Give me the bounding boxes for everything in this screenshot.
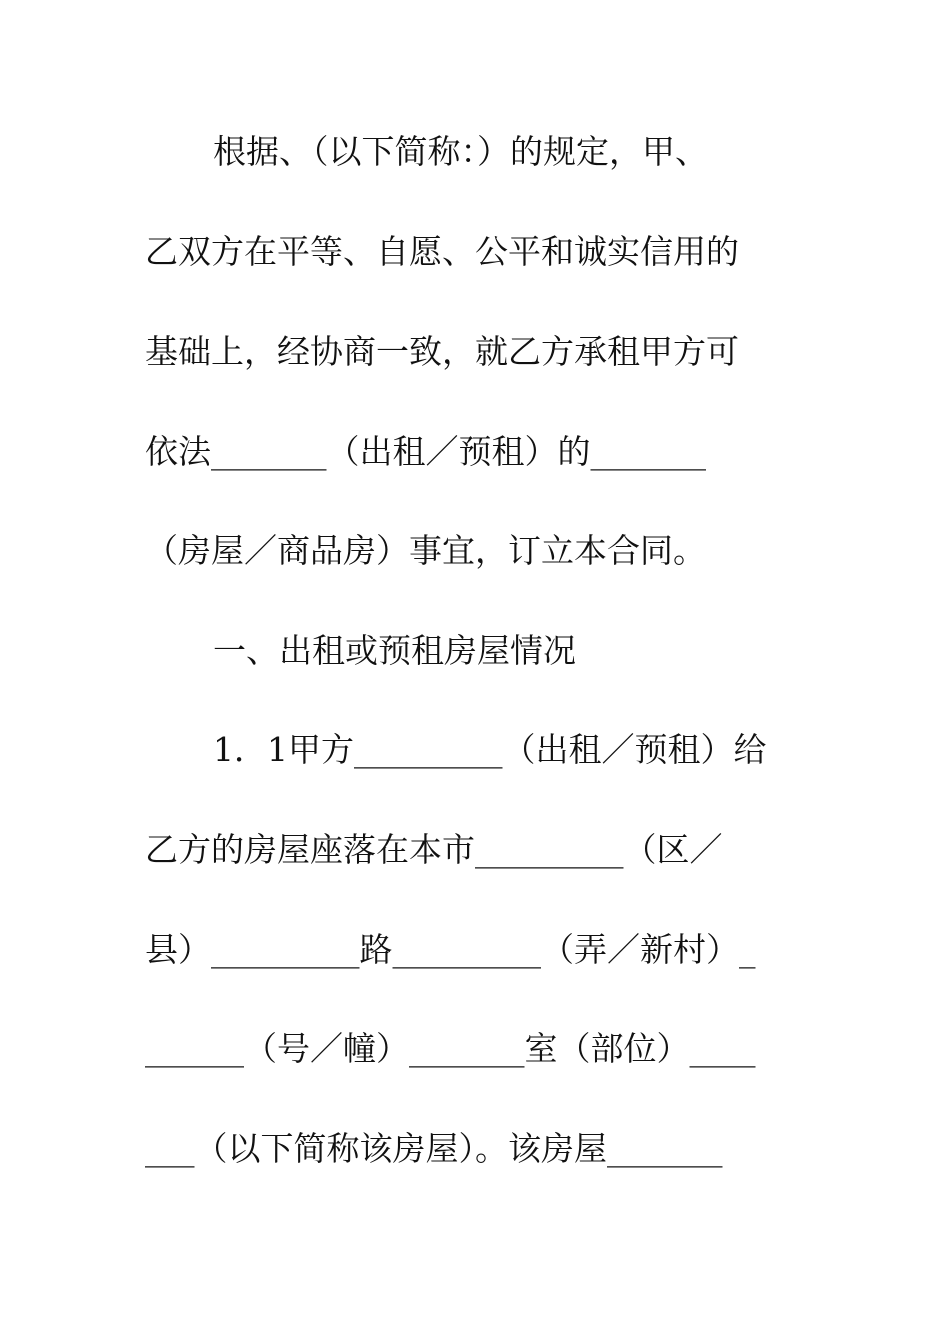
clause-line-2: 乙方的房屋座落在本市_________（区／ [145,830,723,869]
clause-line-5: ___（以下简称该房屋）。该房屋_______ [145,1129,723,1168]
paragraph-line-3: 基础上，经协商一致，就乙方承租甲方可 [145,332,739,371]
section-heading: 一、出租或预租房屋情况 [213,631,576,670]
paragraph-line-2: 乙双方在平等、自愿、公平和诚实信用的 [145,232,739,271]
paragraph-line-4: 依法_______（出租／预租）的_______ [145,432,706,471]
paragraph-line-1: 根据、（以下简称：）的规定，甲、 [213,132,708,171]
clause-line-1: 1．1甲方_________（出租／预租）给 [213,730,767,769]
clause-line-4: ______（号／幢）_______室（部位）____ [145,1029,756,1068]
paragraph-line-5: （房屋／商品房）事宜，订立本合同。 [145,531,706,570]
clause-line-3: 县）_________路_________（弄／新村）_ [145,930,756,969]
